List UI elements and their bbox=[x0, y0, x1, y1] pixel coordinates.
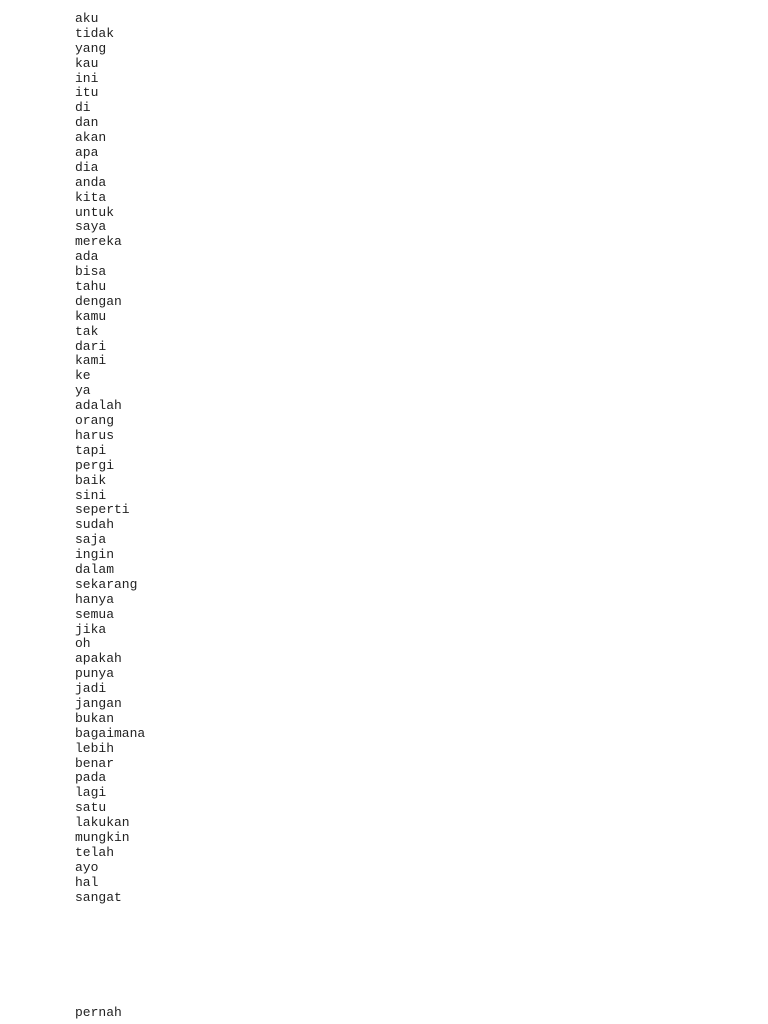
page-footer-word: pernah bbox=[75, 1005, 122, 1020]
word-list-item: yang bbox=[75, 40, 107, 56]
word-list-item: akan bbox=[75, 130, 107, 146]
word-list-item: kita bbox=[75, 189, 107, 205]
word-list-item: lagi bbox=[75, 785, 107, 801]
word-list-item: ada bbox=[75, 249, 99, 265]
word-list-item: bukan bbox=[75, 710, 115, 726]
word-list-item: jadi bbox=[75, 681, 107, 697]
word-list-item: kami bbox=[75, 353, 107, 369]
word-list-item: pergi bbox=[75, 457, 115, 473]
word-list-item: seperti bbox=[75, 502, 130, 518]
word-list-item: benar bbox=[75, 755, 115, 771]
word-list-item: punya bbox=[75, 666, 115, 682]
word-list bbox=[75, 12, 145, 905]
word-list-item: dari bbox=[75, 338, 107, 354]
word-list-item: itu bbox=[75, 85, 99, 101]
word-list-item: dan bbox=[75, 115, 99, 131]
word-list-item: sini bbox=[75, 487, 107, 503]
word-list-item: telah bbox=[75, 844, 115, 860]
word-list-item: ini bbox=[75, 70, 99, 86]
word-list-item: ingin bbox=[75, 547, 115, 563]
word-list-item: ya bbox=[75, 383, 91, 399]
word-list-item: tapi bbox=[75, 442, 107, 458]
word-list-item: saya bbox=[75, 219, 107, 235]
word-list-item: apakah bbox=[75, 651, 122, 667]
word-list-item: kamu bbox=[75, 308, 107, 324]
word-list-item: bisa bbox=[75, 264, 107, 280]
word-list-item: untuk bbox=[75, 204, 115, 220]
word-list-item: hanya bbox=[75, 591, 115, 607]
word-list-item: mungkin bbox=[75, 829, 130, 845]
word-list-item: dia bbox=[75, 159, 99, 175]
word-list-item: jangan bbox=[75, 695, 122, 711]
word-list-item: mereka bbox=[75, 234, 122, 250]
word-list-item: dengan bbox=[75, 293, 122, 309]
word-list-item: aku bbox=[75, 11, 99, 26]
word-list-item: anda bbox=[75, 174, 107, 190]
word-list-item: hal bbox=[75, 874, 99, 890]
word-list-item: sekarang bbox=[75, 576, 138, 592]
word-list-item: tidak bbox=[75, 25, 115, 41]
word-list-item: adalah bbox=[75, 398, 122, 414]
word-list-item: apa bbox=[75, 145, 99, 161]
word-list-item: tahu bbox=[75, 279, 107, 295]
word-list-item: lakukan bbox=[75, 815, 130, 831]
word-list-item: orang bbox=[75, 413, 115, 429]
word-list-item: baik bbox=[75, 472, 107, 488]
word-list-item: harus bbox=[75, 427, 115, 443]
word-list-item: lebih bbox=[75, 740, 115, 756]
word-list-item: jika bbox=[75, 621, 107, 637]
word-list-item: ke bbox=[75, 368, 91, 384]
word-list-item: di bbox=[75, 100, 91, 116]
word-list-item: tak bbox=[75, 323, 99, 339]
word-list-item: bagaimana bbox=[75, 725, 146, 741]
word-list-item: sangat bbox=[75, 889, 122, 905]
word-list-item: kau bbox=[75, 55, 99, 71]
word-list-item: oh bbox=[75, 636, 91, 652]
word-list-item: saja bbox=[75, 532, 107, 548]
word-list-item: dalam bbox=[75, 561, 115, 577]
word-list-item: satu bbox=[75, 800, 107, 816]
word-list-item: semua bbox=[75, 606, 115, 622]
word-list-item: sudah bbox=[75, 517, 115, 533]
word-list-item: ayo bbox=[75, 859, 99, 875]
word-list-item: pada bbox=[75, 770, 107, 786]
